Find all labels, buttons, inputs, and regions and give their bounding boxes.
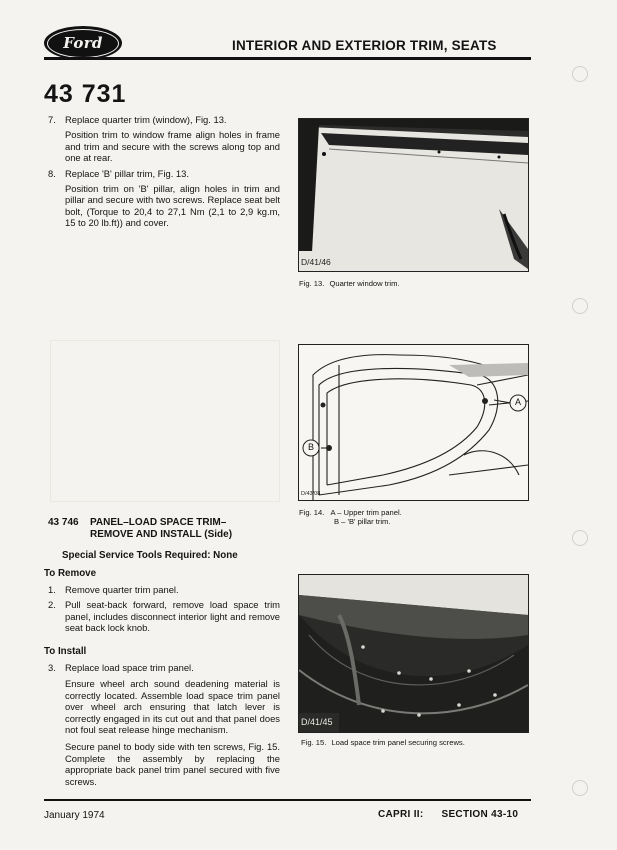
list-item — [48, 599, 280, 633]
footer-section-ref — [378, 809, 518, 820]
section-number: 43 731 — [44, 80, 127, 108]
figure-15-caption — [301, 738, 465, 747]
figure-13-ref: D/41/46 — [301, 257, 331, 267]
header-rule — [44, 57, 531, 60]
callout-a: A — [514, 397, 521, 407]
list-item — [48, 662, 280, 673]
step-title: Replace load space trim panel. — [65, 662, 194, 673]
step-title: Replace quarter trim (window), Fig. 13. — [65, 114, 227, 125]
section-title-line2: REMOVE AND INSTALL (Side) — [90, 529, 233, 540]
binder-hole-icon — [572, 66, 588, 82]
step-text: Pull seat-back forward, remove load space trim panel, includes disconnect interior light and remove seat back lock knob. — [65, 599, 280, 634]
figure-caption-text: B – 'B' pillar trim. — [334, 517, 391, 526]
figure-15-ref: D/41/45 — [301, 717, 333, 727]
footer-section: SECTION 43-10 — [441, 809, 519, 820]
binder-hole-icon — [572, 530, 588, 546]
figure-caption-text: Quarter window trim. — [329, 279, 400, 288]
list-item — [48, 114, 280, 125]
steps-top — [48, 114, 280, 229]
special-tools-note: Special Service Tools Required: None — [62, 550, 238, 561]
step-detail: Position trim on 'B' pillar, align holes in trim and pillar and secure with two screws. Replace seat belt bolt, (Torque to 20,4 to 27,1 Nm (2,1 to 2,9 kg.m, 15 to 20 lb.ft)) and cover. — [65, 183, 280, 229]
ford-logo-text: Ford — [47, 29, 119, 58]
to-remove-steps — [48, 584, 280, 634]
binder-hole-icon — [572, 780, 588, 796]
footer-date: January 1974 — [44, 810, 105, 821]
step-number: 1. — [48, 584, 56, 595]
page-header-title: INTERIOR AND EXTERIOR TRIM, SEATS — [232, 38, 497, 53]
binder-hole-icon — [572, 298, 588, 314]
step-number: 8. — [48, 167, 56, 179]
figure-15-photo — [298, 574, 529, 733]
figure-number: Fig. 15. — [301, 738, 327, 747]
figure-caption-text: A – Upper trim panel. — [330, 508, 402, 517]
step-title: Replace 'B' pillar trim, Fig. 13. — [65, 167, 189, 179]
step-number: 7. — [48, 114, 56, 125]
figure-caption-text: Load space trim panel securing screws. — [331, 738, 465, 747]
list-item — [48, 168, 280, 179]
figure-14-caption — [299, 508, 402, 526]
figure-13-caption — [299, 279, 400, 288]
step-text: Remove quarter trim panel. — [65, 584, 179, 595]
figure-14-ref: D/43/08 — [301, 491, 321, 497]
to-install-steps — [48, 662, 280, 787]
figure-number: Fig. 13. — [299, 279, 325, 288]
ford-logo — [44, 26, 122, 60]
figure-number: Fig. 14. — [299, 508, 325, 517]
footer-rule — [44, 799, 531, 801]
install-paragraph: Ensure wheel arch sound deadening material is correctly located. Assemble load space trim panel over wheel arch ensuring that latch lever is correctly engaged in its cut out and that panel does not foul seat release hinge mechanism. — [65, 678, 280, 736]
section-code: 43 746 — [48, 517, 79, 528]
to-install-heading: To Install — [44, 646, 87, 657]
figure-13-photo — [298, 118, 529, 272]
step-number: 2. — [48, 599, 56, 611]
section-title-line1: PANEL–LOAD SPACE TRIM– — [90, 517, 227, 528]
figure-14-drawing — [298, 344, 529, 501]
footer-model: CAPRI II: — [378, 809, 424, 820]
to-remove-heading: To Remove — [44, 568, 97, 579]
step-number: 3. — [48, 662, 56, 673]
install-paragraph: Secure panel to body side with ten screws, Fig. 15. Complete the assembly by replacing the appropriate back panel trim panel secured with five screws. — [65, 741, 280, 787]
list-item — [48, 584, 280, 595]
bleed-through-shadow — [50, 340, 280, 502]
step-detail: Position trim to window frame align holes in frame and trim and secure with the screws along top and one at rear. — [65, 129, 280, 164]
section-746-heading — [48, 517, 280, 541]
callout-b: B — [307, 442, 314, 452]
